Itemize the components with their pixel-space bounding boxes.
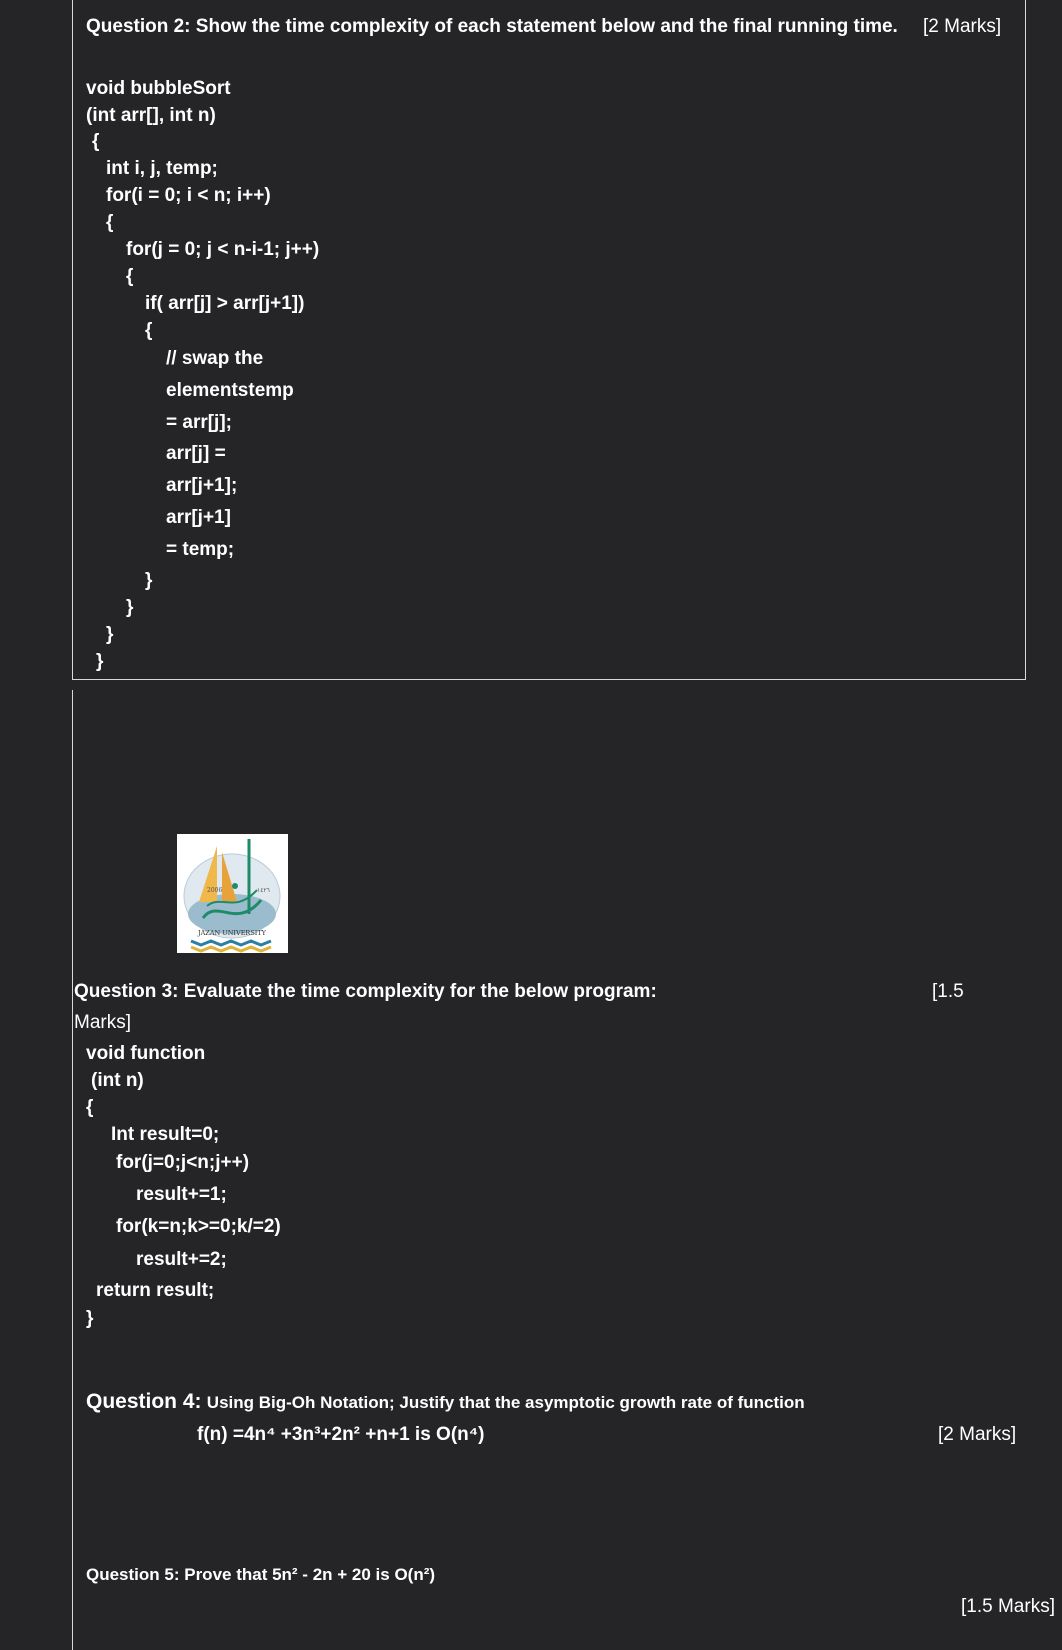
code-line: } bbox=[145, 570, 153, 591]
code-line: if( arr[j] > arr[j+1]) bbox=[145, 293, 305, 314]
code-line: = arr[j]; bbox=[166, 412, 232, 433]
code-line: for(j = 0; j < n-i-1; j++) bbox=[126, 239, 320, 260]
question-3-marks: [1.5 bbox=[932, 981, 964, 1002]
code-line: for(j=0;j<n;j++) bbox=[116, 1152, 250, 1173]
code-line: return result; bbox=[96, 1280, 215, 1301]
question-3-title: Question 3: Evaluate the time complexity for the below program: bbox=[74, 981, 657, 1002]
code-line: Int result=0; bbox=[111, 1124, 220, 1145]
code-line: { bbox=[126, 266, 134, 287]
code-line: } bbox=[106, 624, 114, 645]
code-line: for(i = 0; i < n; i++) bbox=[106, 185, 271, 206]
code-line: } bbox=[86, 1308, 94, 1329]
question-5-marks: [1.5 Marks] bbox=[961, 1596, 1055, 1617]
logo-year-left: 2006 bbox=[207, 887, 223, 894]
code-line: arr[j+1] bbox=[166, 507, 231, 528]
question-5-text: Question 5: Prove that 5n² - 2n + 20 is O(n²) bbox=[86, 1565, 436, 1584]
question-4-marks: [2 Marks] bbox=[938, 1424, 1017, 1445]
code-line: arr[j] = bbox=[166, 443, 226, 464]
question-4-text bbox=[86, 1390, 805, 1414]
jazan-university-logo bbox=[177, 834, 288, 953]
code-line: result+=2; bbox=[136, 1249, 227, 1270]
code-line: } bbox=[126, 597, 134, 618]
code-line: = temp; bbox=[166, 539, 235, 560]
code-line: (int n) bbox=[91, 1070, 144, 1091]
code-line: for(k=n;k>=0;k/=2) bbox=[116, 1216, 281, 1237]
logo-emblem bbox=[177, 834, 288, 953]
code-line: // swap the bbox=[166, 348, 264, 369]
question-4-statement: Using Big-Oh Notation; Justify that the asymptotic growth rate of function bbox=[206, 1393, 805, 1412]
code-line: int i, j, temp; bbox=[106, 158, 218, 179]
code-line: void function bbox=[86, 1043, 206, 1064]
code-line: { bbox=[86, 1097, 94, 1118]
code-line: { bbox=[92, 131, 100, 152]
left-border-line bbox=[72, 690, 73, 1650]
code-line: (int arr[], int n) bbox=[86, 105, 216, 126]
logo-caption: JAZAN UNIVERSITY bbox=[198, 929, 266, 937]
logo-year-right: ١٤٢٦ bbox=[257, 887, 270, 894]
question-2-marks: [2 Marks] bbox=[923, 16, 1002, 37]
question-4-formula: f(n) =4n⁴ +3n³+2n² +n+1 is O(n⁴) bbox=[197, 1424, 485, 1445]
question-4-label: Question 4: bbox=[86, 1390, 202, 1413]
code-line: arr[j+1]; bbox=[166, 475, 238, 496]
question-3-marks-continued: Marks] bbox=[74, 1012, 131, 1033]
code-line: { bbox=[145, 320, 153, 341]
question-2-box bbox=[72, 0, 1026, 680]
code-line: result+=1; bbox=[136, 1184, 227, 1205]
code-line: elementstemp bbox=[166, 380, 294, 401]
code-line: void bubbleSort bbox=[86, 78, 231, 99]
question-2-title: Question 2: Show the time complexity of each statement below and the final running time. bbox=[86, 16, 898, 37]
code-line: } bbox=[96, 651, 104, 672]
code-line: { bbox=[106, 212, 114, 233]
